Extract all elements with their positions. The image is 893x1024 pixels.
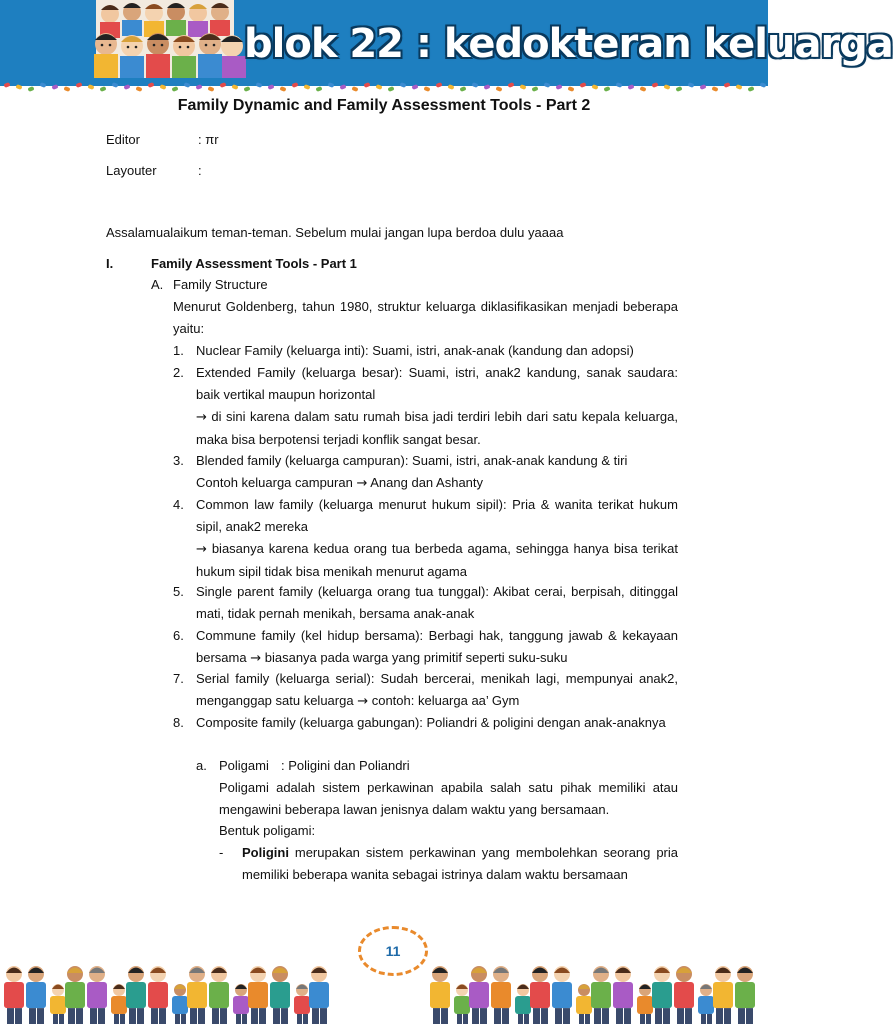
- section-number: I.: [106, 256, 114, 271]
- page-number: 11: [358, 926, 428, 976]
- greeting: Assalamualaikum teman-teman. Sebelum mulai jangan lupa berdoa dulu yaaaa: [106, 225, 564, 240]
- polygamy-description: Poligami adalah sistem perkawinan apabila salah satu pihak memiliki atau mengawini beberapa lawan jenisnya dalam waktu yang bersamaan.: [219, 780, 678, 817]
- polygamy-forms-label: Bentuk poligami:: [219, 823, 316, 838]
- list-item-number: 4.: [173, 497, 184, 512]
- arrow-icon: →: [356, 476, 368, 491]
- section-title: Family Assessment Tools - Part 1: [151, 256, 357, 271]
- example-prefix: Contoh keluarga campuran: [196, 475, 353, 490]
- note-text: biasanya karena kedua orang tua berbeda agama, sehingga hanya bisa terikat hukum sipil tidak bisa menikah menurut agama: [196, 541, 678, 579]
- subsection-number: A.: [151, 277, 164, 292]
- list-item-text: Common law family (keluarga menurut hukum sipil): Pria & wanita terikat hukum sipil, anak2 mereka: [196, 497, 678, 534]
- list-item-text: Single parent family (keluarga orang tua tunggal): Akibat cerai, berpisah, ditinggal mati, tidak pernah menikah, bersama anak-anak: [196, 584, 678, 621]
- poligini-paragraph: [242, 842, 678, 886]
- list-item-note: [196, 538, 678, 583]
- arrow-icon: →: [196, 410, 207, 425]
- document-title: Family Dynamic and Family Assessment Tools - Part 2: [177, 97, 591, 114]
- list-item-text: Nuclear Family (keluarga inti): Suami, istri, anak-anak (kandung dan adopsi): [196, 343, 634, 358]
- arrow-icon: →: [357, 694, 369, 709]
- list-item-note: [196, 406, 678, 451]
- text-part: biasanya pada warga yang primitif seperti suku-suku: [264, 650, 568, 665]
- confetti-border: [0, 78, 768, 94]
- subitem-label: Poligami: [219, 758, 269, 773]
- block-title: blok 22 : kedokteran keluarga: [244, 21, 893, 67]
- list-item-text: [196, 668, 678, 713]
- note-text: di sini karena dalam satu rumah bisa jadi terdiri lebih dari satu kepala keluarga, maka bisa berpotensi terjadi konflik sangat besar.: [196, 409, 678, 447]
- list-item-number: 3.: [173, 453, 184, 468]
- dash-bullet: -: [219, 845, 224, 860]
- layouter-value: :: [198, 163, 202, 178]
- example-value: Anang dan Ashanty: [370, 475, 484, 490]
- text-part: Serial family (keluarga serial): Sudah bercerai, menikah lagi, mempunyai anak2, menganggap satu keluarga: [196, 671, 678, 708]
- text-part: contoh: keluarga aa’ Gym: [371, 693, 520, 708]
- layouter-row: [106, 162, 202, 180]
- poligini-desc: merupakan sistem perkawinan yang membolehkan seorang pria memiliki beberapa wanita sebagai istrinya dalam waktu bersamaan: [242, 845, 678, 882]
- subitem-value: : Poligini dan Poliandri: [281, 758, 410, 773]
- list-item-text: Composite family (keluarga gabungan): Poliandri & poligini dengan anak-anaknya: [196, 715, 666, 730]
- text-part: Commune family (kel hidup bersama): Berbagi hak, tanggung jawab & kekayaan bersama: [196, 628, 678, 665]
- editor-row: [106, 131, 219, 149]
- list-item-number: 5.: [173, 584, 184, 599]
- list-item-text: [196, 625, 678, 670]
- list-item-number: 6.: [173, 628, 184, 643]
- layouter-label: Layouter: [106, 163, 157, 178]
- subitem-number: a.: [196, 758, 207, 773]
- list-item-number: 7.: [173, 671, 184, 686]
- crowd-of-people-icon: [96, 0, 234, 82]
- editor-value: : πr: [198, 132, 219, 147]
- arrow-icon: →: [196, 542, 207, 557]
- list-item-number: 1.: [173, 343, 184, 358]
- list-item-text: Extended Family (keluarga besar): Suami, istri, anak2 kandung, sanak saudara: baik vertikal maupun horizontal: [196, 365, 678, 402]
- subitem-heading: [219, 755, 410, 777]
- poligini-term: Poligini: [242, 845, 289, 860]
- subsection-title: Family Structure: [173, 277, 268, 292]
- list-item-example: [196, 472, 678, 495]
- editor-label: Editor: [106, 132, 140, 147]
- page-header: [0, 0, 893, 86]
- list-item-text: Blended family (keluarga campuran): Suami, istri, anak-anak kandung & tiri: [196, 453, 628, 468]
- list-item-number: 8.: [173, 715, 184, 730]
- arrow-icon: →: [250, 651, 262, 666]
- list-item-number: 2.: [173, 365, 184, 380]
- intro-paragraph: Menurut Goldenberg, tahun 1980, struktur keluarga diklasifikasikan menjadi beberapa yaitu:: [173, 299, 678, 336]
